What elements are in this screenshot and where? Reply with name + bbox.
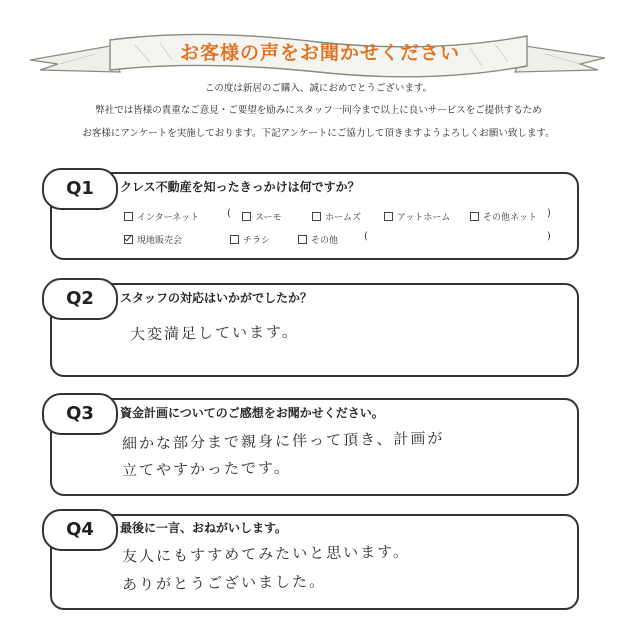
option-site-sale[interactable]: 現地販売会 xyxy=(124,233,182,246)
intro-line-3: お客様にアンケートを実施しております。下記アンケートにご協力して頂きますようよろしくお願い致します。 xyxy=(82,128,555,139)
checkbox-checked-icon[interactable] xyxy=(124,235,133,244)
open-paren: ( xyxy=(364,231,368,242)
option-internet[interactable]: インターネット xyxy=(124,210,199,223)
checkbox-icon[interactable] xyxy=(470,212,479,221)
option-flyer[interactable]: チラシ xyxy=(230,233,270,246)
question-text-q1: クレス不動産を知ったきっかけは何ですか？ xyxy=(120,180,360,194)
intro-line-1: この度は新居のご購入、誠におめでとうございます。 xyxy=(204,83,433,94)
handwritten-answer-q3-line1: 細かな部分まで親身に伴って頂き、計画が xyxy=(121,429,445,453)
checkbox-icon[interactable] xyxy=(242,212,251,221)
handwritten-answer-q4-line2: ありがとうございました。 xyxy=(121,572,327,594)
option-other[interactable]: その他 xyxy=(298,233,338,246)
question-badge-q3: Q3 xyxy=(42,393,118,435)
open-paren: ( xyxy=(227,208,231,219)
option-other-net[interactable]: その他ネット xyxy=(470,210,537,223)
option-suumo[interactable]: スーモ xyxy=(242,210,282,223)
intro-line-2: 弊社では皆様の貴重なご意見・ご要望を励みにスタッフ一同今まで以上に良いサービスをご提供するため xyxy=(95,105,542,116)
question-badge-q4: Q4 xyxy=(42,509,118,551)
checkbox-icon[interactable] xyxy=(298,235,307,244)
handwritten-answer-q3-line2: 立てやすかったです。 xyxy=(121,458,291,480)
question-text-q2: スタッフの対応はいかがでしたか？ xyxy=(120,291,313,305)
question-badge-q1: Q1 xyxy=(42,168,118,210)
option-athome[interactable]: アットホーム xyxy=(384,210,450,223)
question-text-q4: 最後に一言、おねがいします。 xyxy=(120,521,288,535)
checkbox-icon[interactable] xyxy=(312,212,321,221)
option-homes[interactable]: ホームズ xyxy=(312,210,361,223)
page-title: お客様の声をお聞かせください xyxy=(179,42,460,64)
handwritten-answer-q4-line1: 友人にもすすめてみたいと思います。 xyxy=(121,542,411,566)
question-badge-q2: Q2 xyxy=(42,278,118,320)
close-paren: ) xyxy=(547,208,551,219)
checkbox-icon[interactable] xyxy=(384,212,393,221)
checkbox-icon[interactable] xyxy=(230,235,239,244)
close-paren: ) xyxy=(547,231,551,242)
checkbox-icon[interactable] xyxy=(124,212,133,221)
handwritten-answer-q2-line1: 大変満足しています。 xyxy=(129,322,299,344)
question-text-q3: 資金計画についてのご感想をお聞かせください。 xyxy=(120,406,384,420)
